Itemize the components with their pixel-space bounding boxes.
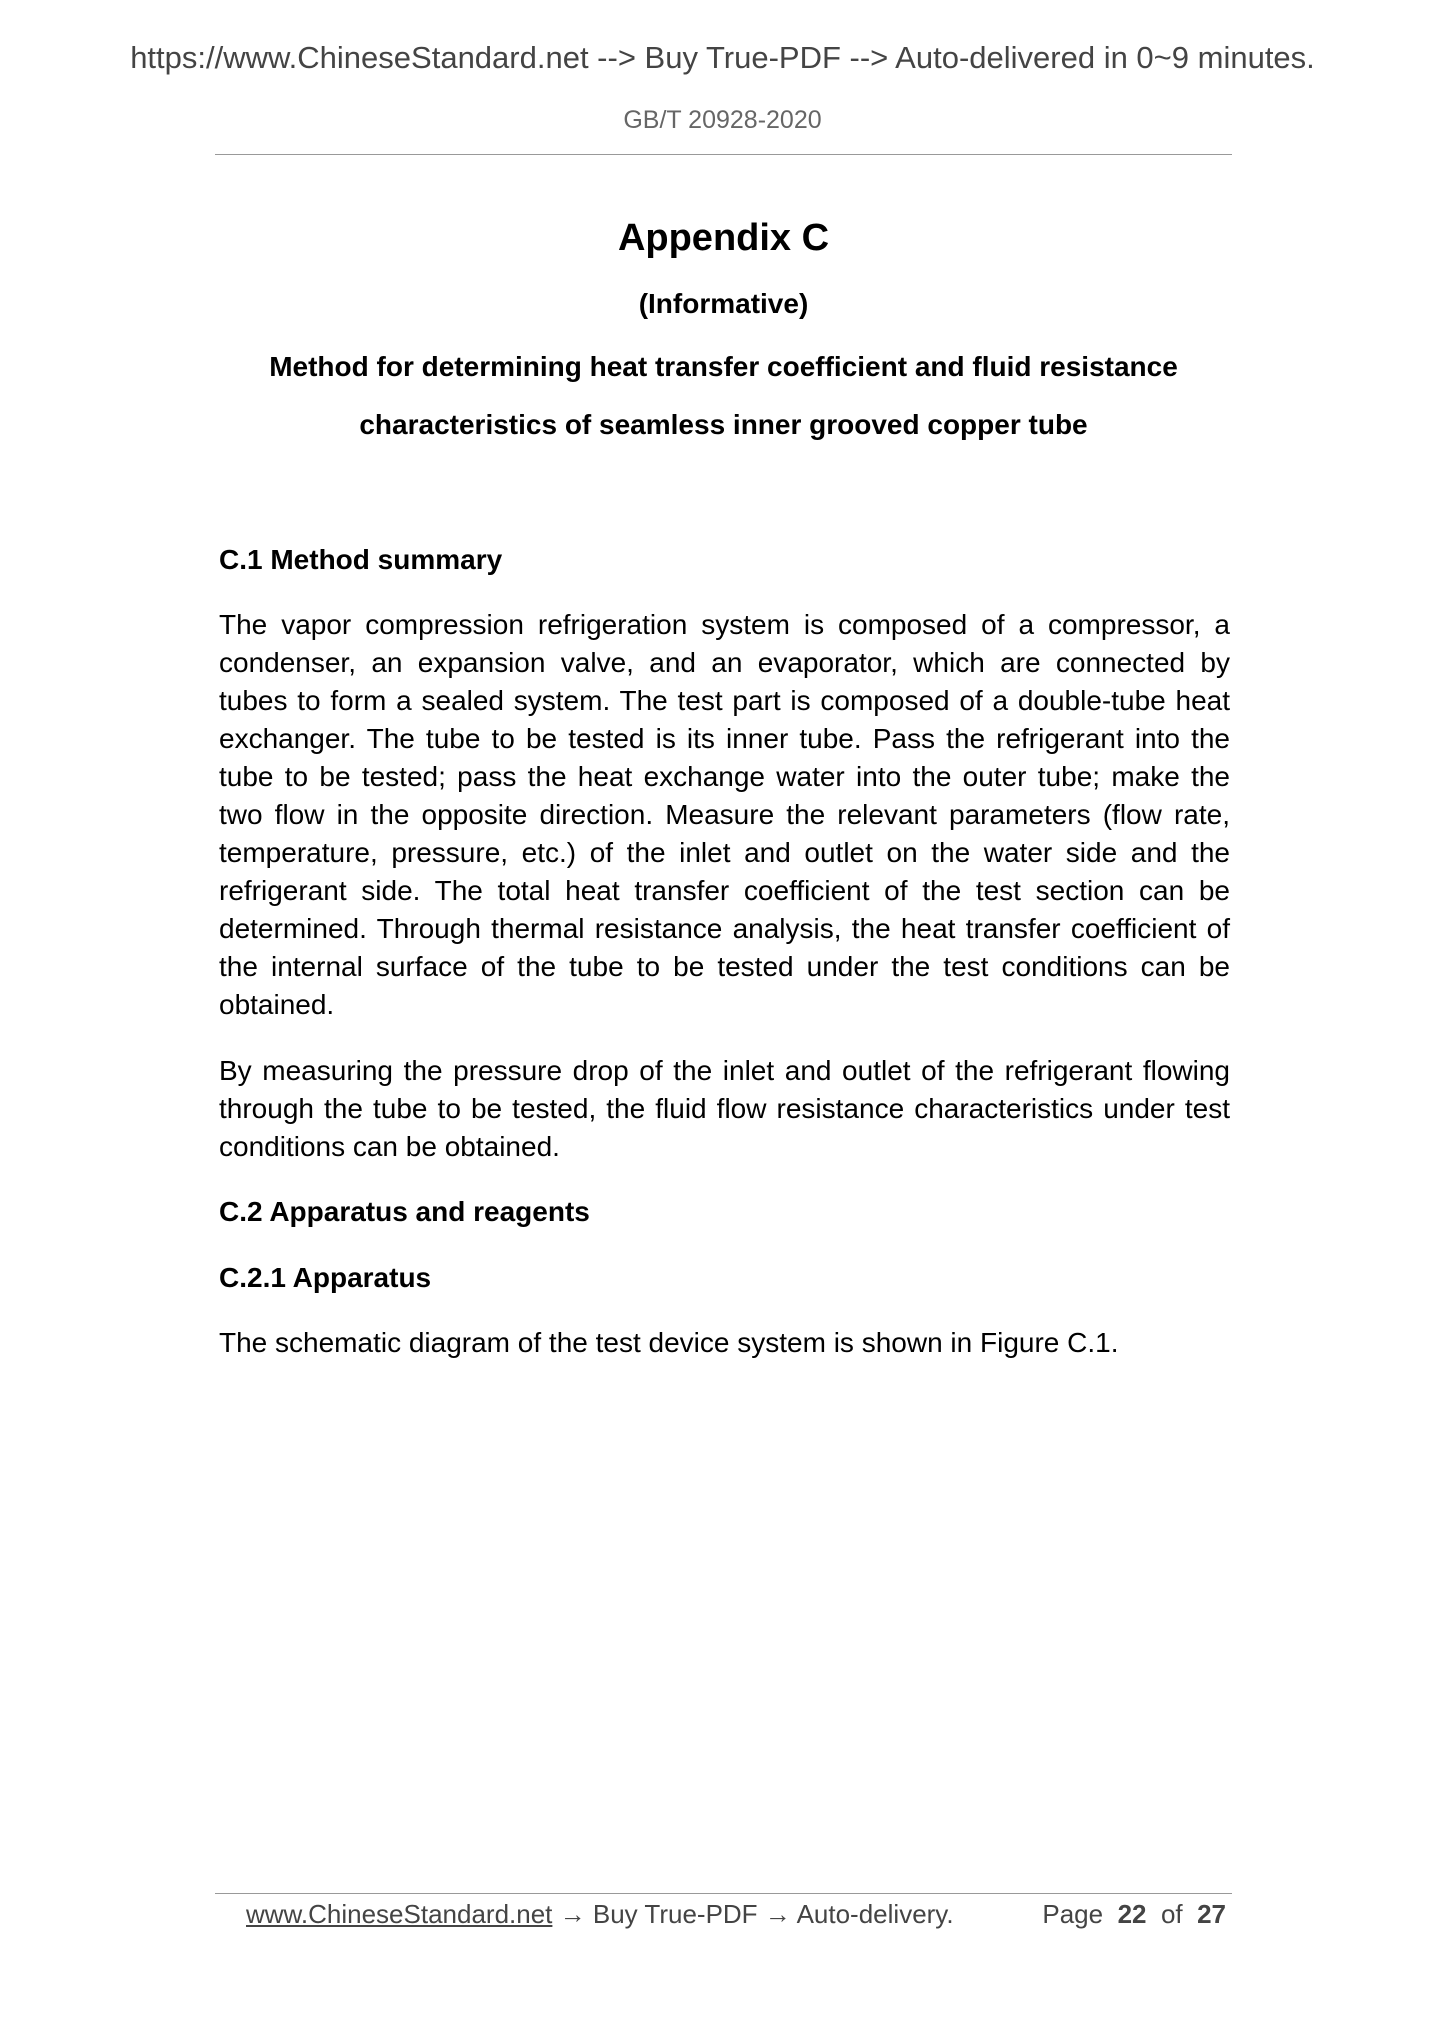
section-heading-c2: C.2 Apparatus and reagents (219, 1196, 590, 1227)
paragraph-apparatus: The schematic diagram of the test device system is shown in Figure C.1. (219, 1327, 1119, 1358)
appendix-title: Appendix C (617, 217, 830, 259)
page-of: of (1160, 1899, 1183, 1929)
document-code: GB/T 20928-2020 (623, 106, 822, 134)
paragraph-method-summary: The vapor compression refrigeration system is composed of a compressor, a condenser, an expansion valve, and an evaporator, which are connected by tubes to form a sealed system. The test part is composed of a double-tube heat exchanger. The tube to be tested is its inner tube. Pass the refrigerant into the tube to be tested; pass the heat exchange water into the outer tube; make the two flow in the opposite direction. Measure the relevant parameters (flow rate, temperature, pressure, etc.) of the inlet and outlet on the water side and the refrigerant side. The total heat transfer coefficient of the test section can be determined. Through thermal resistance analysis, the heat transfer coefficient of the internal surface of the tube to be tested under the test conditions can be obtained. (219, 609, 1230, 1020)
appendix-type: (Informative) (638, 288, 809, 319)
document-body (219, 540, 1230, 1362)
appendix-title-block (215, 210, 1232, 454)
section-heading-c1: C.1 Method summary (219, 544, 503, 575)
page-current: 22 (1117, 1899, 1147, 1929)
appendix-subtitle (215, 338, 1232, 454)
paragraph-pressure-drop: By measuring the pressure drop of the inlet and outlet of the refrigerant flowing through the tube to be tested, the fluid flow resistance characteristics under test conditions can be obtained. (219, 1055, 1230, 1162)
footer-divider (215, 1893, 1232, 1894)
page-label: Page (1042, 1899, 1104, 1929)
appendix-subtitle-line-1: Method for determining heat transfer coefficient and fluid resistance (269, 351, 1178, 382)
page-footer (246, 1896, 1236, 1932)
footer-delivery-text: → Buy True-PDF → Auto-delivery. (552, 1899, 954, 1929)
header-divider (215, 154, 1232, 155)
section-heading-c21: C.2.1 Apparatus (219, 1262, 432, 1293)
appendix-subtitle-line-2: characteristics of seamless inner grooved copper tube (359, 409, 1088, 440)
page-total: 27 (1197, 1899, 1226, 1929)
page-number (1042, 1896, 1226, 1932)
top-banner: https://www.ChineseStandard.net --> Buy True-PDF --> Auto-delivered in 0~9 minutes. (130, 40, 1315, 75)
footer-website-link[interactable]: www.ChineseStandard.net (246, 1899, 553, 1929)
